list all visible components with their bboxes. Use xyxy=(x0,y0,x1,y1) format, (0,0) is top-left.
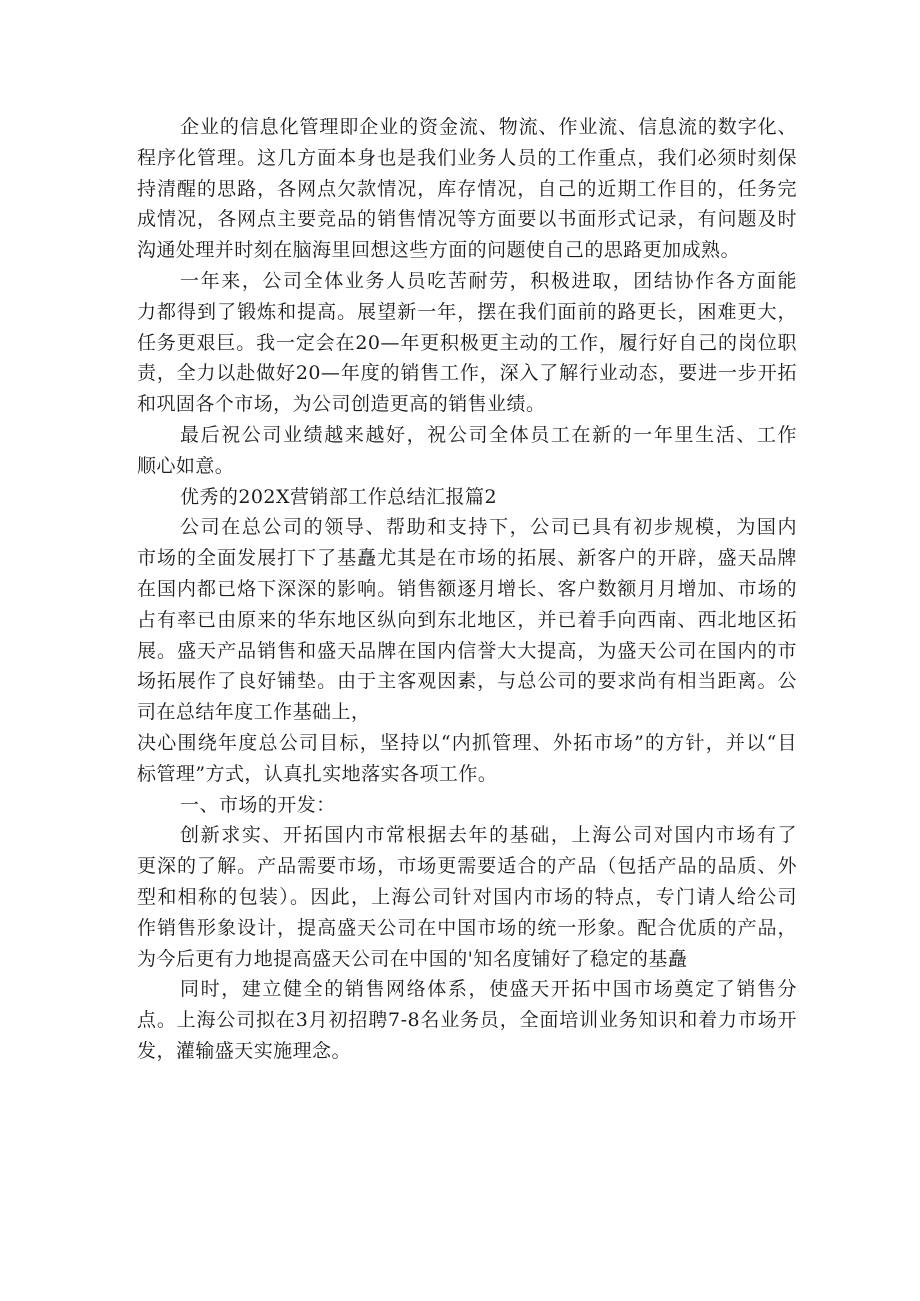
text-line: 一、市场的开发： xyxy=(180,793,336,816)
text-line: 企业的信息化管理即企业的资金流、物流、作业流、信息流的数字化、 xyxy=(180,116,797,138)
text-line: 占有率已由原来的华东地区纵向到东北地区，并已着手向西南、西北地区拓 xyxy=(137,608,797,631)
text-line: 展。盛天产品销售和盛天品牌在国内信誉大大提高，为盛天公司在国内的市 xyxy=(137,639,797,662)
text-line: 责，全力以赴做好20—年度的销售工作，深入了解行业动态，要进一步开拓 xyxy=(137,362,797,385)
text-line: 场拓展作了良好铺垫。由于主客观因素，与总公司的要求尚有相当距离。公 xyxy=(137,670,797,693)
text-line: 创新求实、开拓国内市常根据去年的基础，上海公司对国内市场有了 xyxy=(180,824,797,847)
text-line: 点。上海公司拟在3月初招聘7-8名业务员，全面培训业务知识和着力市场开 xyxy=(137,1009,797,1032)
text-line: 司在总结年度工作基础上， xyxy=(137,701,371,724)
text-line: 成情况，各网点主要竞品的销售情况等方面要以书面形式记录，有问题及时 xyxy=(137,208,797,231)
text-line: 标管理”方式，认真扎实地落实各项工作。 xyxy=(137,762,498,785)
text-line: 在国内都已烙下深深的影响。销售额逐月增长、客户数额月月增加、市场的 xyxy=(137,577,797,600)
text-line: 一年来，公司全体业务人员吃苦耐劳，积极进取，团结协作各方面能 xyxy=(180,269,797,292)
text-line: 型和相称的包装）。因此，上海公司针对国内市场的特点，专门请人给公司 xyxy=(137,885,797,908)
document-body xyxy=(137,112,797,1067)
text-line: 市场的全面发展打下了基矗尤其是在市场的拓展、新客户的开辟，盛天品牌 xyxy=(137,547,797,570)
text-line: 持清醒的思路，各网点欠款情况，库存情况，自己的近期工作目的，任务完 xyxy=(137,177,797,200)
text-line: 更深的了解。产品需要市场，市场更需要适合的产品（包括产品的品质、外 xyxy=(137,855,797,878)
text-line: 程序化管理。这几方面本身也是我们业务人员的工作重点，我们必须时刻保 xyxy=(137,146,797,169)
text-line: 作销售形象设计，提高盛天公司在中国市场的统一形象。配合优质的产品， xyxy=(137,916,797,939)
text-line: 任务更艰巨。我一定会在20—年更积极更主动的工作，履行好自己的岗位职 xyxy=(137,331,797,354)
text-line: 顺心如意。 xyxy=(137,454,235,477)
text-line: 同时，建立健全的销售网络体系，使盛天开拓中国市场奠定了销售分 xyxy=(180,978,797,1001)
text-line: 沟通处理并时刻在脑海里回想这些方面的问题使自己的思路更加成熟。 xyxy=(137,239,740,262)
text-line: 力都得到了锻炼和提高。展望新一年，摆在我们面前的路更长，困难更大， xyxy=(137,300,797,323)
text-line: 公司在总公司的领导、帮助和支持下，公司已具有初步规模，为国内 xyxy=(180,516,797,539)
text-line: 发，灌输盛天实施理念。 xyxy=(137,1039,351,1062)
text-line: 优秀的202X营销部工作总结汇报篇2 xyxy=(180,485,497,508)
text-line: 为今后更有力地提高盛天公司在中国的'知名度铺好了稳定的基矗 xyxy=(137,947,688,970)
text-line: 最后祝公司业绩越来越好，祝公司全体员工在新的一年里生活、工作 xyxy=(180,423,797,446)
text-line: 和巩固各个市场，为公司创造更高的销售业绩。 xyxy=(137,393,546,416)
text-line: 决心围绕年度总公司目标，坚持以“内抓管理、外拓市场”的方针，并以“目 xyxy=(137,731,797,754)
